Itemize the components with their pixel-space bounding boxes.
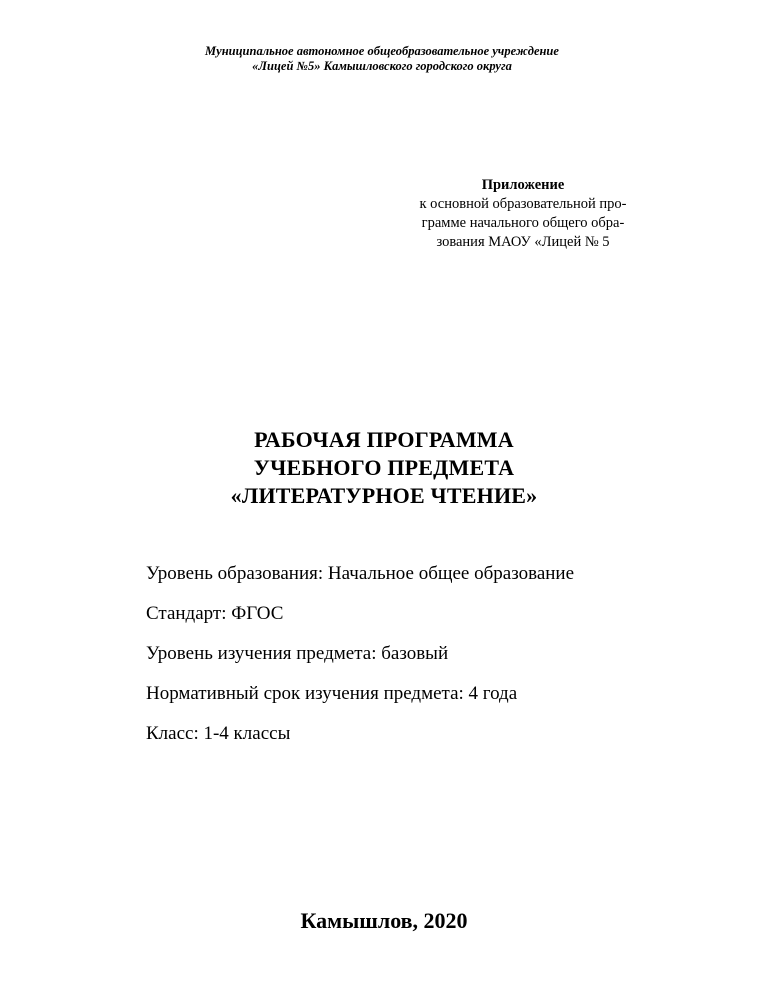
info-education-level: Уровень образования: Начальное общее образование (146, 563, 575, 584)
appendix-line-3: зования МАОУ «Лицей № 5 (436, 234, 610, 250)
appendix-line-1: к основной образовательной про- (419, 196, 627, 212)
organization-name-line-2: «Лицей №5» Камышловского городского округа (252, 59, 512, 73)
appendix-line-2: грамме начального общего обра- (421, 215, 625, 231)
organization-name-line-1: Муниципальное автономное общеобразовательное учреждение (205, 44, 559, 58)
organization-header (0, 44, 768, 74)
document-title (0, 426, 768, 510)
info-grades: Класс: 1-4 классы (146, 723, 291, 744)
appendix-note (378, 176, 668, 252)
info-study-duration: Нормативный срок изучения предмета: 4 года (146, 683, 518, 704)
title-line-3: «ЛИТЕРАТУРНОЕ ЧТЕНИЕ» (230, 483, 538, 508)
city-year: Камышлов, 2020 (300, 908, 468, 933)
title-line-1: РАБОЧАЯ ПРОГРАММА (254, 427, 514, 452)
appendix-title: Приложение (481, 177, 565, 193)
program-info (146, 564, 726, 764)
info-standard: Стандарт: ФГОС (146, 603, 284, 624)
title-line-2: УЧЕБНОГО ПРЕДМЕТА (253, 455, 515, 480)
info-study-level: Уровень изучения предмета: базовый (146, 643, 449, 664)
